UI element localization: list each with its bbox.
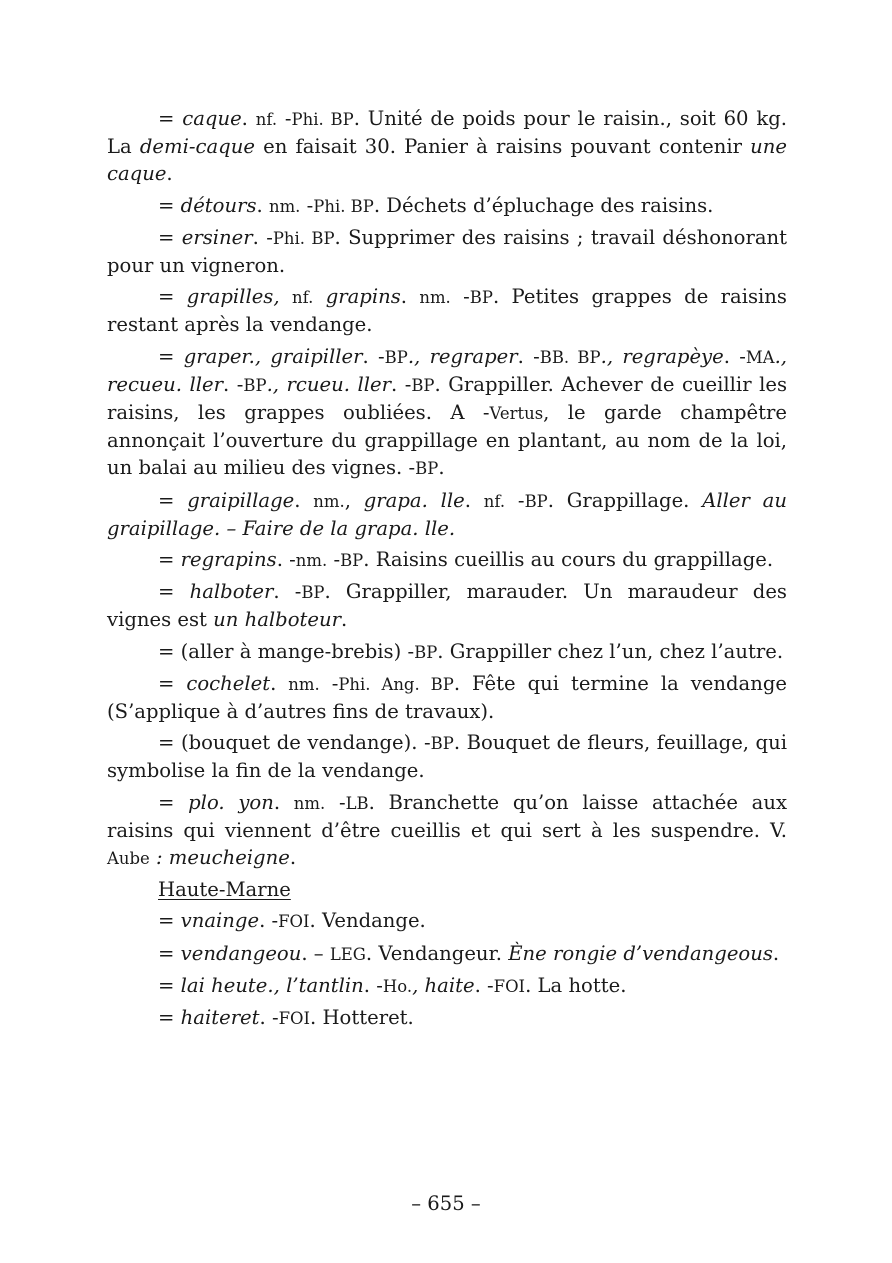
dictionary-entry: [107, 670, 787, 725]
italic-term: caque: [182, 107, 242, 130]
entry-text: .: [294, 488, 314, 512]
entry-text: . Vendangeur.: [365, 941, 509, 965]
entry-text: [313, 285, 325, 308]
dictionary-entry: [107, 224, 787, 279]
italic-term: vnainge: [180, 909, 260, 933]
italic-term: un halboteur: [213, 608, 341, 632]
entry-text: . Raisins cueillis au cours du grappillage.: [363, 548, 774, 572]
italic-term: grapa. lle: [363, 488, 465, 512]
italic-term: recueu. ller: [107, 372, 224, 396]
dictionary-entry: [107, 192, 787, 220]
entry-text: .: [340, 608, 348, 632]
dictionary-entry: [107, 546, 787, 574]
entry-text: . Unité de poids pour le raisin., soit 60 kg. La: [107, 107, 787, 159]
dictionary-entry: [107, 578, 787, 633]
entry-text: .: [438, 456, 445, 480]
entry-text: . -: [474, 973, 494, 997]
abbreviation: Ho.: [382, 976, 413, 996]
italic-term: plo. yon: [188, 790, 274, 814]
italic-term: .,: [600, 344, 623, 368]
abbreviation: nm.: [313, 491, 345, 511]
entry-text: . Vendange.: [309, 909, 426, 933]
abbreviation: Aube: [107, 849, 150, 869]
dictionary-entries: [107, 105, 787, 1032]
dictionary-entry: [107, 907, 787, 935]
italic-term: regrapins: [180, 548, 277, 572]
italic-term: demi-caque: [139, 135, 255, 159]
italic-term: graper., graipiller: [183, 344, 363, 368]
abbreviation: Phi. BP: [313, 196, 374, 216]
entry-text: . -: [276, 548, 296, 572]
entry-text: -: [319, 671, 339, 695]
abbreviation: nm.: [268, 196, 301, 216]
abbreviation: BP: [524, 491, 548, 511]
italic-term: grapins: [325, 285, 401, 309]
page-number: – 655 –: [411, 1192, 481, 1215]
abbreviation: LB: [345, 793, 369, 813]
abbreviation: BB. BP: [539, 347, 601, 367]
entry-text: . La hotte.: [525, 973, 627, 997]
abbreviation: nm.: [295, 551, 328, 571]
italic-term: Ène rongie d’vendangeous: [508, 941, 773, 965]
abbreviation: BP: [414, 642, 438, 662]
entry-text: -: [450, 285, 470, 309]
abbreviation: BP: [384, 347, 408, 367]
italic-term: regraper: [429, 344, 518, 368]
entry-text: =: [158, 107, 183, 130]
italic-term: Aller au graipillage. – Faire de la grapa. lle.: [107, 488, 787, 540]
dictionary-entry: [107, 972, 787, 1000]
italic-term: .,: [407, 344, 430, 368]
entry-text: .: [241, 107, 256, 130]
dictionary-entry: [107, 487, 787, 542]
dictionary-entry: [107, 1004, 787, 1032]
entry-text: . -: [259, 1006, 279, 1030]
entry-text: . Bouquet de fleurs, feuillage, qui symbolise la fin de la vendange.: [107, 731, 787, 783]
entry-text: . Grappillage.: [547, 488, 703, 512]
entry-text: .: [270, 671, 289, 695]
entry-text: . -: [363, 973, 383, 997]
entry-text: Haute-Marne: [158, 878, 291, 902]
italic-term: halboter: [189, 580, 274, 604]
italic-term: ersiner: [181, 225, 253, 249]
abbreviation: BP: [301, 583, 325, 603]
abbreviation: Phi. BP: [291, 110, 354, 129]
entry-text: . Petites grappes de raisins restant après la vendange.: [107, 285, 787, 337]
abbreviation: nf.: [255, 110, 278, 129]
entry-text: . Déchets d’épluchage des raisins.: [373, 193, 714, 217]
abbreviation: BP: [469, 288, 493, 308]
italic-term: cochelet: [186, 671, 271, 695]
abbreviation: nm.: [288, 674, 320, 694]
entry-text: . -: [273, 580, 302, 604]
italic-term: détours: [180, 193, 257, 217]
entry-text: . Grappiller. Achever de cueillir les raisins, les grappes oubliées. A -: [107, 372, 787, 425]
italic-term: : meucheigne: [149, 846, 290, 870]
entry-text: [280, 285, 292, 308]
entry-text: -: [325, 790, 346, 814]
abbreviation: LEG: [329, 944, 366, 964]
entry-text: .: [273, 790, 294, 814]
italic-term: haiteret: [180, 1006, 260, 1030]
abbreviation: BP: [340, 551, 364, 571]
entry-text: =: [158, 344, 184, 368]
italic-term: vendangeou: [180, 941, 302, 965]
dictionary-entry: [107, 283, 787, 338]
entry-text: . -: [252, 225, 273, 249]
entry-text: =: [158, 193, 181, 217]
entry-text: = (aller à mange-brebis) -: [158, 639, 415, 663]
entry-text: =: [158, 790, 189, 814]
dictionary-entry: [107, 343, 787, 483]
italic-term: une caque: [107, 135, 788, 186]
entry-text: . Grappiller, marauder. Un maraudeur des vignes est: [107, 580, 787, 632]
entry-text: =: [158, 671, 187, 695]
abbreviation: BP: [411, 375, 435, 395]
entry-text: -: [300, 193, 314, 217]
entry-text: .: [400, 285, 420, 309]
italic-term: .,: [266, 372, 287, 396]
dictionary-entry: [107, 940, 787, 968]
italic-term: graipillage: [187, 488, 295, 512]
dictionary-entry: [107, 789, 787, 873]
italic-term: regrapèye: [622, 344, 724, 368]
abbreviation: nm.: [293, 793, 326, 813]
entry-text: . -: [723, 344, 746, 368]
abbreviation: FOI: [278, 912, 310, 932]
entry-text: . -: [259, 909, 279, 933]
entry-text: =: [158, 285, 187, 309]
italic-term: grapilles,: [186, 285, 280, 309]
abbreviation: FOI: [493, 976, 526, 996]
entry-text: , le garde champêtre annonçait l’ouverture du grappillage en plantant, au nom de la loi, un balai au milieu des vignes. -: [107, 401, 787, 480]
entry-text: . -: [517, 344, 540, 368]
entry-text: .: [166, 162, 173, 186]
entry-text: . Supprimer des raisins ; travail déshonorant pour un vigneron.: [107, 225, 787, 278]
entry-text: en faisait 30. Panier à raisins pouvant contenir: [254, 135, 751, 159]
abbreviation: Phi. BP: [272, 228, 335, 248]
entry-text: =: [158, 488, 188, 512]
entry-text: . -: [223, 372, 244, 396]
entry-text: =: [158, 225, 182, 249]
entry-text: . Grappiller chez l’un, chez l’autre.: [437, 639, 784, 663]
abbreviation: nf.: [291, 288, 314, 308]
dictionary-entry: [107, 729, 787, 784]
entry-text: = (bouquet de vendange). -: [158, 731, 431, 755]
abbreviation: Vertus: [489, 404, 544, 424]
entry-text: . -: [390, 372, 412, 396]
abbreviation: BP: [430, 734, 454, 754]
entry-text: =: [158, 973, 181, 997]
entry-text: =: [158, 548, 181, 572]
italic-term: , haite: [412, 973, 475, 997]
section-heading: [107, 876, 787, 903]
entry-text: =: [158, 941, 181, 965]
entry-text: .: [772, 941, 780, 965]
entry-text: .: [256, 193, 269, 217]
entry-text: .: [464, 488, 484, 512]
italic-term: .,: [774, 344, 788, 368]
italic-term: lai heute., l’tantlin: [180, 973, 364, 997]
entry-text: =: [158, 1006, 181, 1030]
italic-term: rcueu. ller: [286, 372, 391, 396]
entry-text: =: [158, 580, 190, 604]
abbreviation: BP: [415, 459, 439, 479]
dictionary-entry: [107, 638, 787, 666]
entry-text: . -: [362, 344, 385, 368]
entry-text: =: [158, 909, 181, 933]
entry-text: .: [289, 846, 297, 870]
abbreviation: FOI: [278, 1009, 311, 1029]
abbreviation: nm.: [419, 288, 451, 308]
dictionary-entry: [107, 105, 787, 188]
abbreviation: nf.: [483, 491, 506, 511]
entry-text: . Fête qui termine la vendange (S’applique à d’autres fins de travaux).: [107, 671, 787, 724]
abbreviation: Phi. Ang. BP: [338, 674, 454, 694]
entry-text: . –: [301, 941, 330, 965]
entry-text: ,: [344, 488, 364, 512]
abbreviation: BP: [243, 375, 267, 395]
entry-text: -: [505, 488, 525, 512]
entry-text: -: [277, 107, 292, 130]
abbreviation: MA: [745, 347, 775, 367]
entry-text: -: [327, 548, 341, 572]
entry-text: . Hotteret.: [310, 1006, 414, 1030]
entry-text: . Branchette qu’on laisse attachée aux raisins qui viennent d’être cueillis et qui sert à les suspendre. V.: [107, 790, 787, 842]
